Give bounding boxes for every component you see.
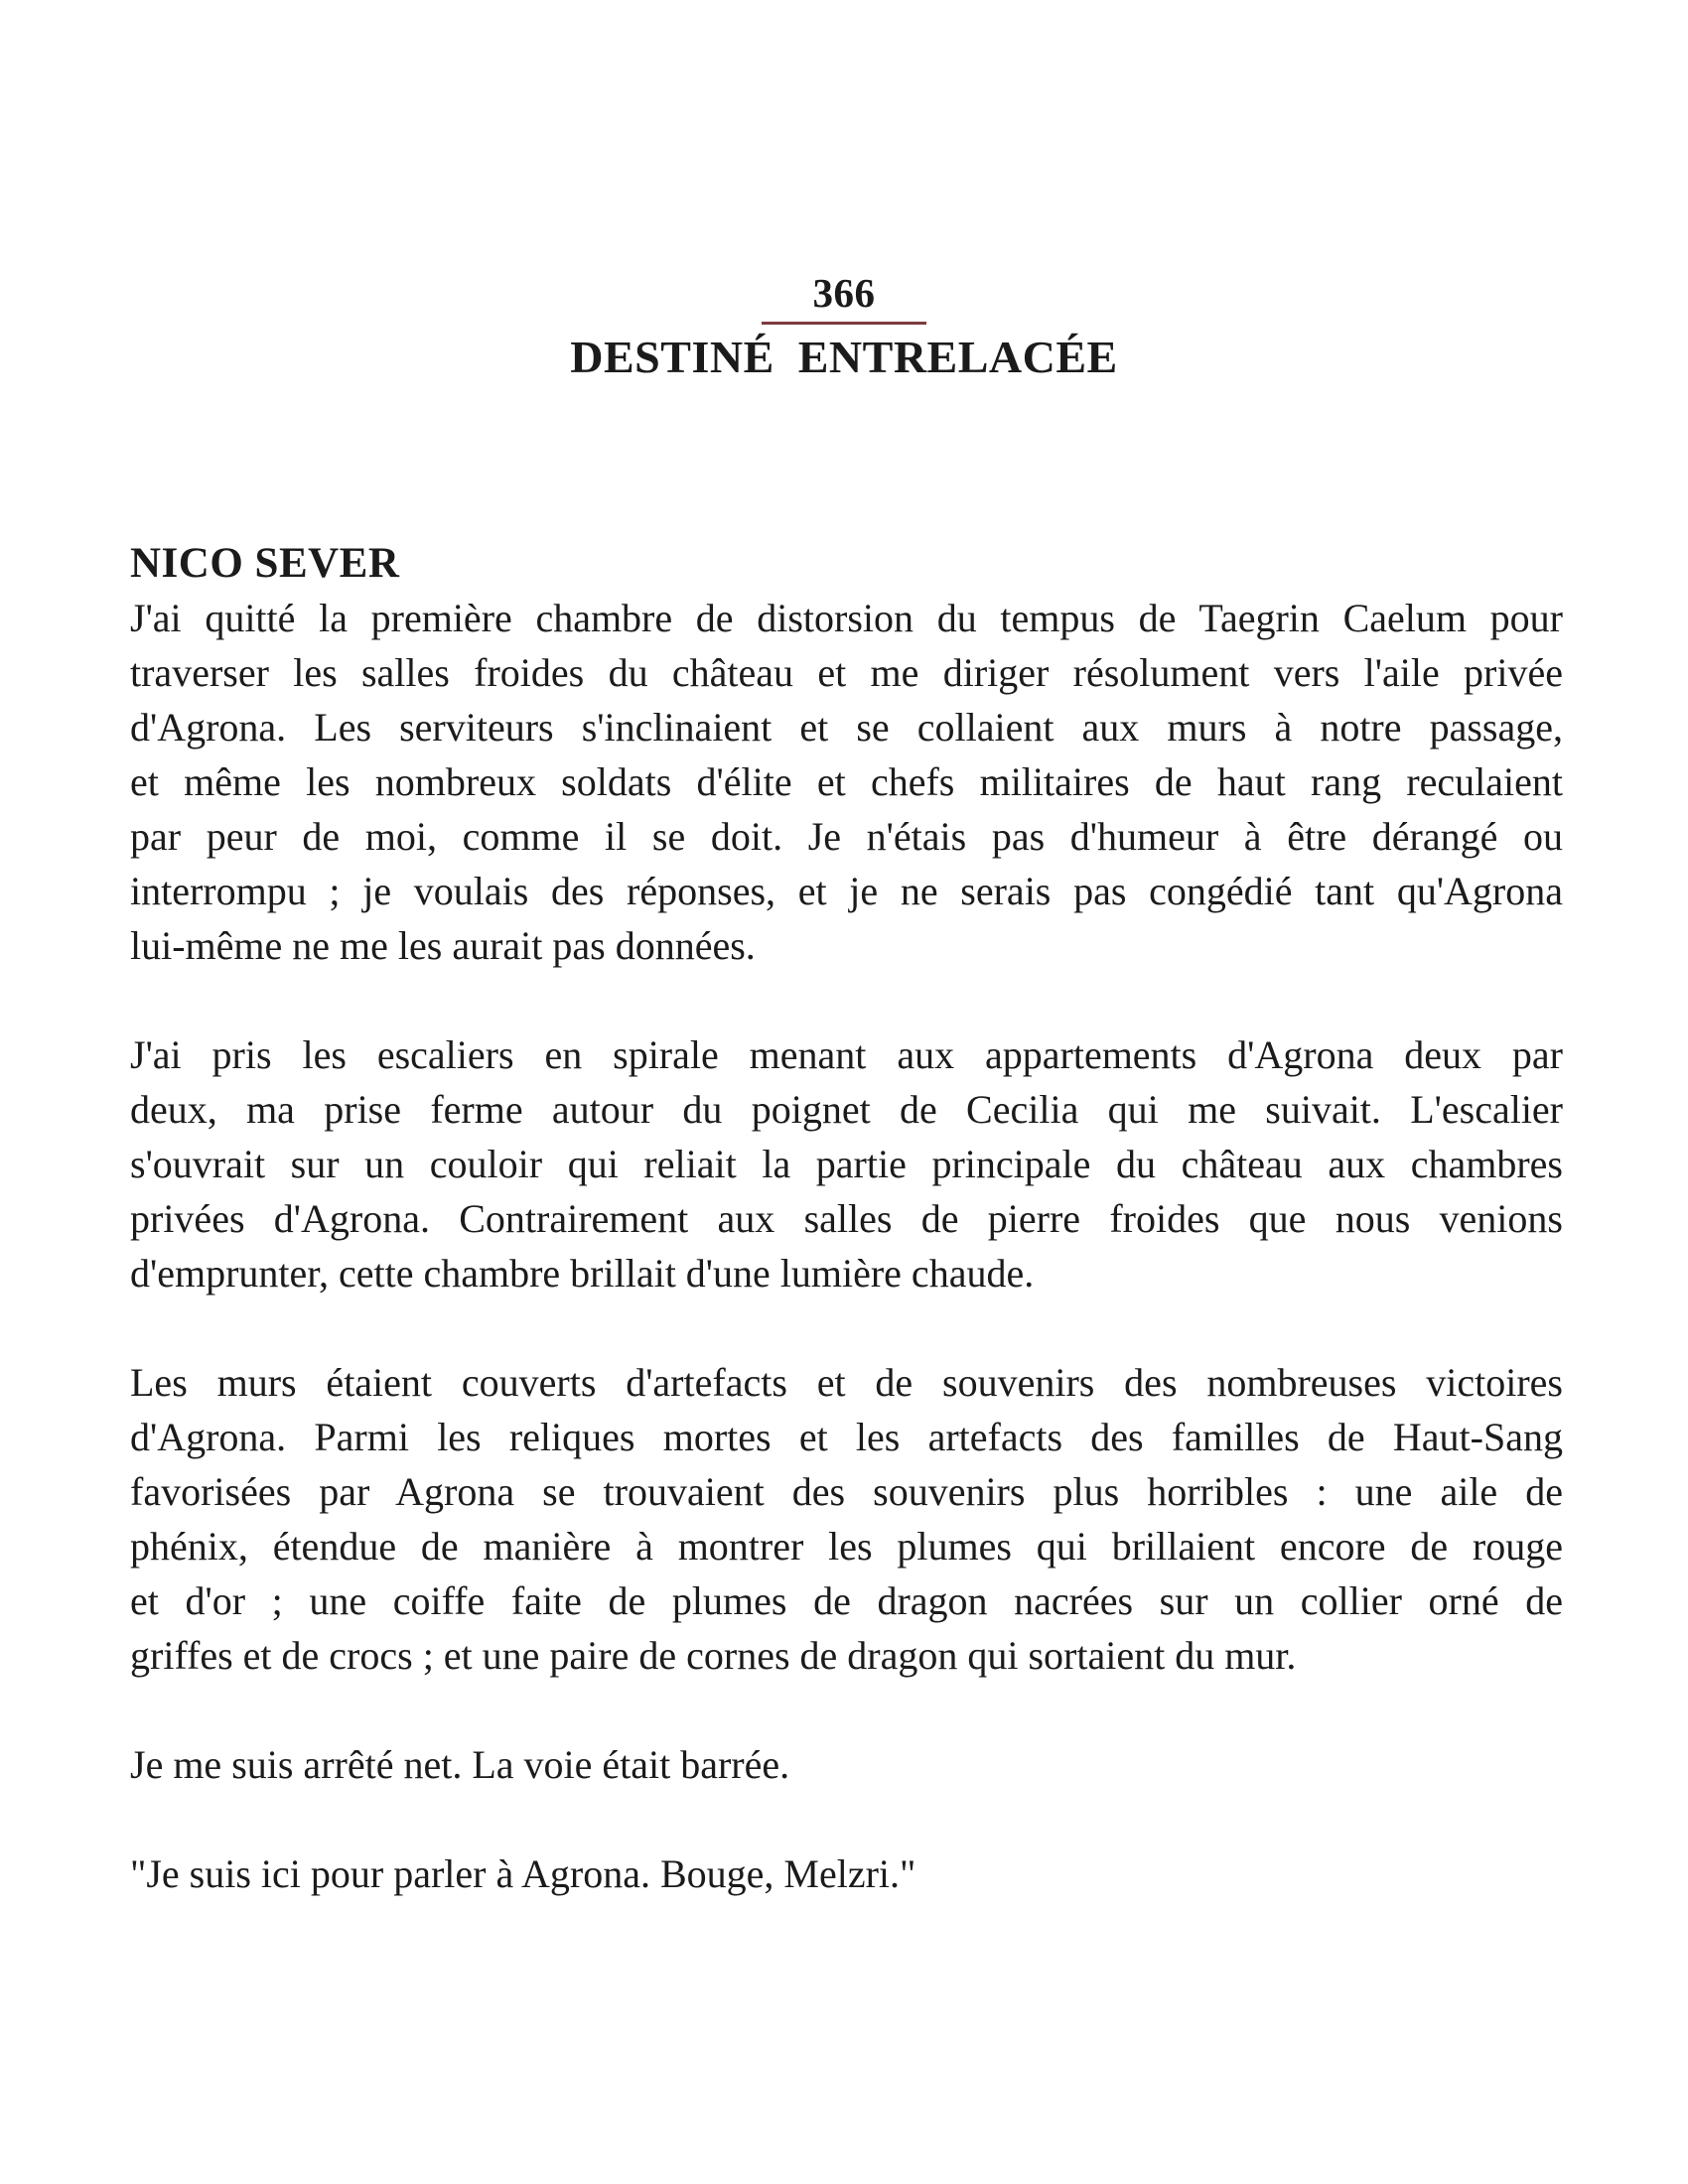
- text-line: Je me suis arrêté net. La voie était barrée.: [130, 1742, 790, 1787]
- text-line: par peur de moi, comme il se doit. Je n'étais pas d'humeur à être dérangé ou: [130, 814, 1563, 859]
- page-number-rule: [762, 322, 926, 325]
- text-line: d'Agrona. Les serviteurs s'inclinaient et se collaient aux murs à notre passage,: [130, 705, 1563, 750]
- chapter-header: [0, 0, 1688, 385]
- page-number: 366: [812, 270, 876, 316]
- page-body: [130, 536, 1563, 1901]
- text-line: traverser les salles froides du château et me diriger résolument vers l'aile privée: [130, 650, 1563, 695]
- chapter-title: DESTINÉ ENTRELACÉE: [570, 332, 1118, 382]
- text-line: Les murs étaient couverts d'artefacts et de souvenirs des nombreuses victoires: [130, 1360, 1563, 1405]
- paragraph: [130, 1355, 1563, 1683]
- paragraph: [130, 591, 1563, 973]
- paragraph: [130, 1737, 1563, 1792]
- text-line: d'Agrona. Parmi les reliques mortes et les artefacts des familles de Haut-Sang: [130, 1415, 1563, 1459]
- text-line: et même les nombreux soldats d'élite et chefs militaires de haut rang reculaient: [130, 759, 1563, 804]
- text-line: interrompu ; je voulais des réponses, et je ne serais pas congédié tant qu'Agrona: [130, 869, 1563, 913]
- paragraph: [130, 1027, 1563, 1300]
- text-line: d'emprunter, cette chambre brillait d'une lumière chaude.: [130, 1251, 1035, 1296]
- pov-heading: NICO SEVER: [130, 540, 400, 587]
- text-line: favorisées par Agrona se trouvaient des souvenirs plus horribles : une aile de: [130, 1469, 1563, 1514]
- text-line: J'ai pris les escaliers en spirale menant aux appartements d'Agrona deux par: [130, 1032, 1563, 1077]
- text-line: s'ouvrait sur un couloir qui reliait la partie principale du château aux chambres: [130, 1142, 1563, 1186]
- text-line: deux, ma prise ferme autour du poignet de Cecilia qui me suivait. L'escalier: [130, 1087, 1563, 1132]
- paragraph: [130, 1846, 1563, 1901]
- text-line: et d'or ; une coiffe faite de plumes de dragon nacrées sur un collier orné de: [130, 1578, 1563, 1623]
- text-line: "Je suis ici pour parler à Agrona. Bouge, Melzri.": [130, 1851, 916, 1896]
- text-line: J'ai quitté la première chambre de distorsion du tempus de Taegrin Caelum pour: [130, 596, 1563, 640]
- text-line: phénix, étendue de manière à montrer les plumes qui brillaient encore de rouge: [130, 1524, 1563, 1569]
- text-line: privées d'Agrona. Contrairement aux salles de pierre froides que nous venions: [130, 1196, 1563, 1241]
- text-line: lui-même ne me les aurait pas données.: [130, 923, 756, 968]
- text-line: griffes et de crocs ; et une paire de cornes de dragon qui sortaient du mur.: [130, 1633, 1297, 1678]
